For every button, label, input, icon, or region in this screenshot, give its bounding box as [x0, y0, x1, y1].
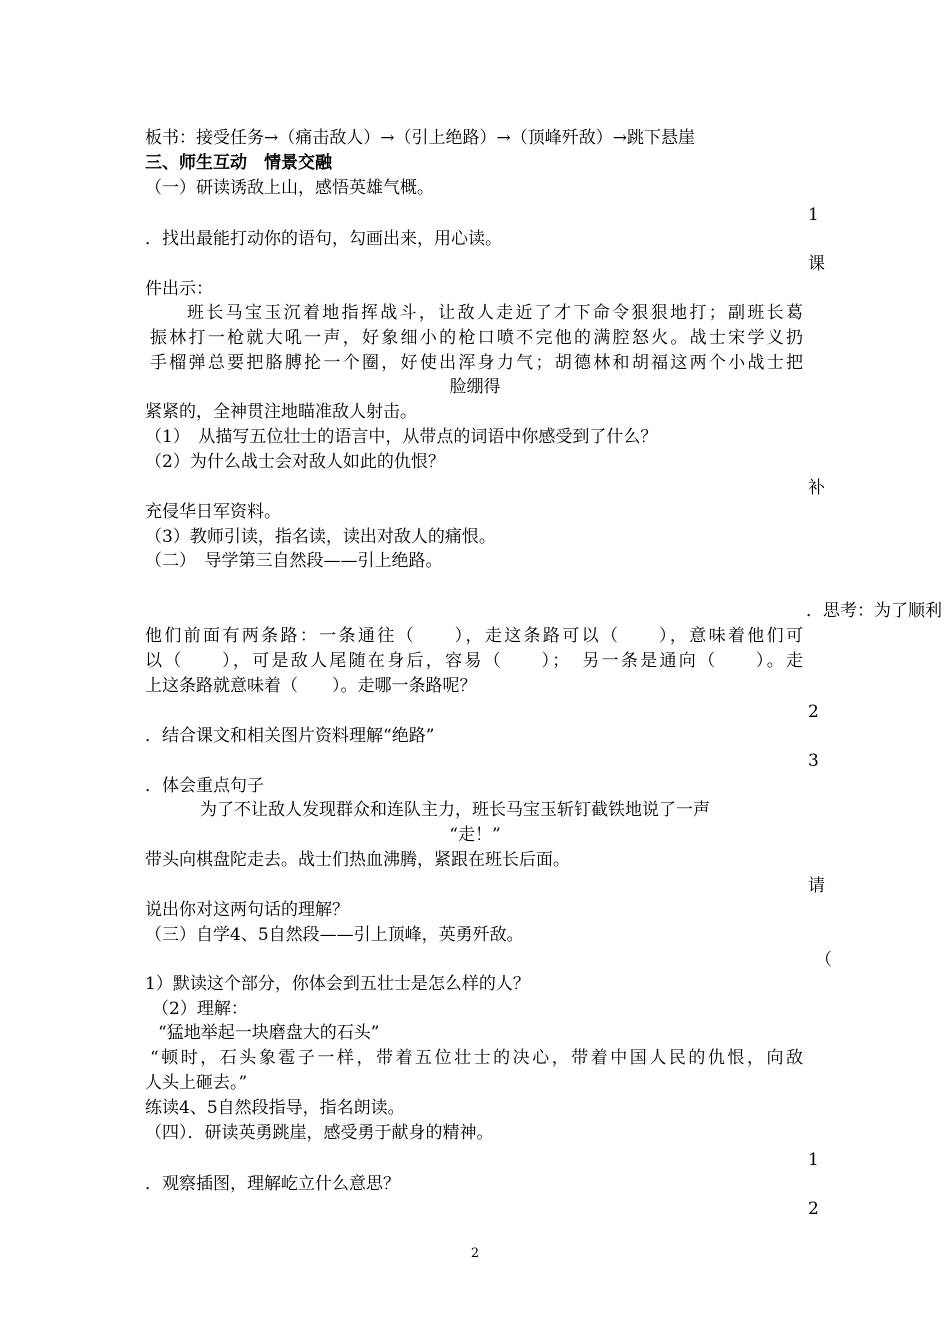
quote-line: 手榴弹总要把胳膊抡一个圈，好使出浑身力气；胡德林和胡福这两个小战士把 [150, 353, 803, 373]
list-number: 2 [808, 1199, 819, 1219]
question-line: （2）理解： [152, 999, 248, 1019]
quote-line: 人头上砸去。” [145, 1073, 248, 1093]
subsection-heading: （三）自学4、5自然段——引上顶峰，英勇歼敌。 [145, 925, 524, 945]
list-number: 2 [808, 702, 819, 722]
paragraph-line: ．找出最能打动你的语句，勾画出来，用心读。 [145, 229, 502, 249]
quote-line: 带头向棋盘陀走去。战士们热血沸腾，紧跟在班长后面。 [145, 850, 570, 870]
paragraph-line: ．结合课文和相关图片资料理解“绝路” [145, 726, 435, 746]
quote-line: 紧紧的，全神贯注地瞄准敌人射击。 [145, 402, 417, 422]
subsection-heading: （二） 导学第三自然段——引上绝路。 [145, 551, 443, 571]
paragraph-line: 以（ ），可是敌人尾随在身后，容易（ ）； 另一条是通向（ ）。走 [145, 651, 803, 671]
subsection-heading: （四）．研读英勇跳崖，感受勇于献身的精神。 [145, 1123, 494, 1143]
paragraph-line: 练读4、5自然段指导，指名朗读。 [145, 1098, 405, 1118]
quote-line: 班长马宝玉沉着地指挥战斗，让敌人走近了才下命令狠狠地打；副班长葛 [187, 303, 803, 323]
subsection-heading: （一）研读诱敌上山，感悟英雄气概。 [145, 178, 434, 198]
paragraph-line: 他们前面有两条路：一条通往（ ），走这条路可以（ ），意味着他们可 [145, 626, 803, 646]
quote-line: “走！” [449, 825, 501, 845]
quote-line: “顿时，石头象雹子一样，带着五位壮士的决心，带着中国人民的仇恨，向敌 [150, 1048, 803, 1068]
paragraph-line: 说出你对这两句话的理解？ [145, 900, 349, 920]
wrapped-char: （ [815, 950, 832, 970]
question-line: （1） 从描写五位壮士的语言中，从带点的词语中你感受到了什么？ [145, 427, 658, 447]
paragraph-line: ．体会重点句子 [145, 776, 264, 796]
wrapped-char: 补 [808, 478, 825, 498]
list-number: 1 [808, 1150, 819, 1170]
page-number: 2 [470, 1246, 480, 1261]
paragraph-line: 件出示： [145, 279, 213, 299]
list-number: 3 [808, 751, 819, 771]
quote-line: 为了不让敌人发现群众和连队主力，班长马宝玉斩钉截铁地说了一声 [200, 800, 710, 820]
paragraph-line: 充侵华日军资料。 [145, 502, 281, 522]
wrapped-char: 课 [808, 254, 825, 274]
question-line: 1）默读这个部分，你体会到五壮士是怎么样的人？ [145, 974, 530, 994]
quote-line: 脸绷得 [449, 377, 501, 397]
wrapped-char: 请 [808, 876, 825, 896]
list-number: 1 [808, 205, 819, 225]
section-heading: 三、师生互动 情景交融 [145, 153, 332, 173]
question-line: ．观察插图，理解屹立什么意思？ [145, 1174, 400, 1194]
paragraph-line: 上这条路就意味着（ ）。走哪一条路呢？ [145, 676, 477, 696]
blackboard-outline: 板书：接受任务→（痛击敌人）→（引上绝路）→（顶峰歼敌）→跳下悬崖 [145, 128, 695, 148]
quote-line: 振林打一枪就大吼一声，好象细小的枪口喷不完他的满腔怒火。战士宋学义扔 [150, 328, 803, 348]
question-line: （2）为什么战士会对敌人如此的仇恨？ [145, 452, 445, 472]
quote-line: “猛地举起一块磨盘大的石头” [158, 1023, 380, 1043]
question-line: （3）教师引读，指名读，读出对敌人的痛恨。 [145, 527, 496, 547]
overflow-line: ．思考：为了顺利 [806, 601, 942, 621]
